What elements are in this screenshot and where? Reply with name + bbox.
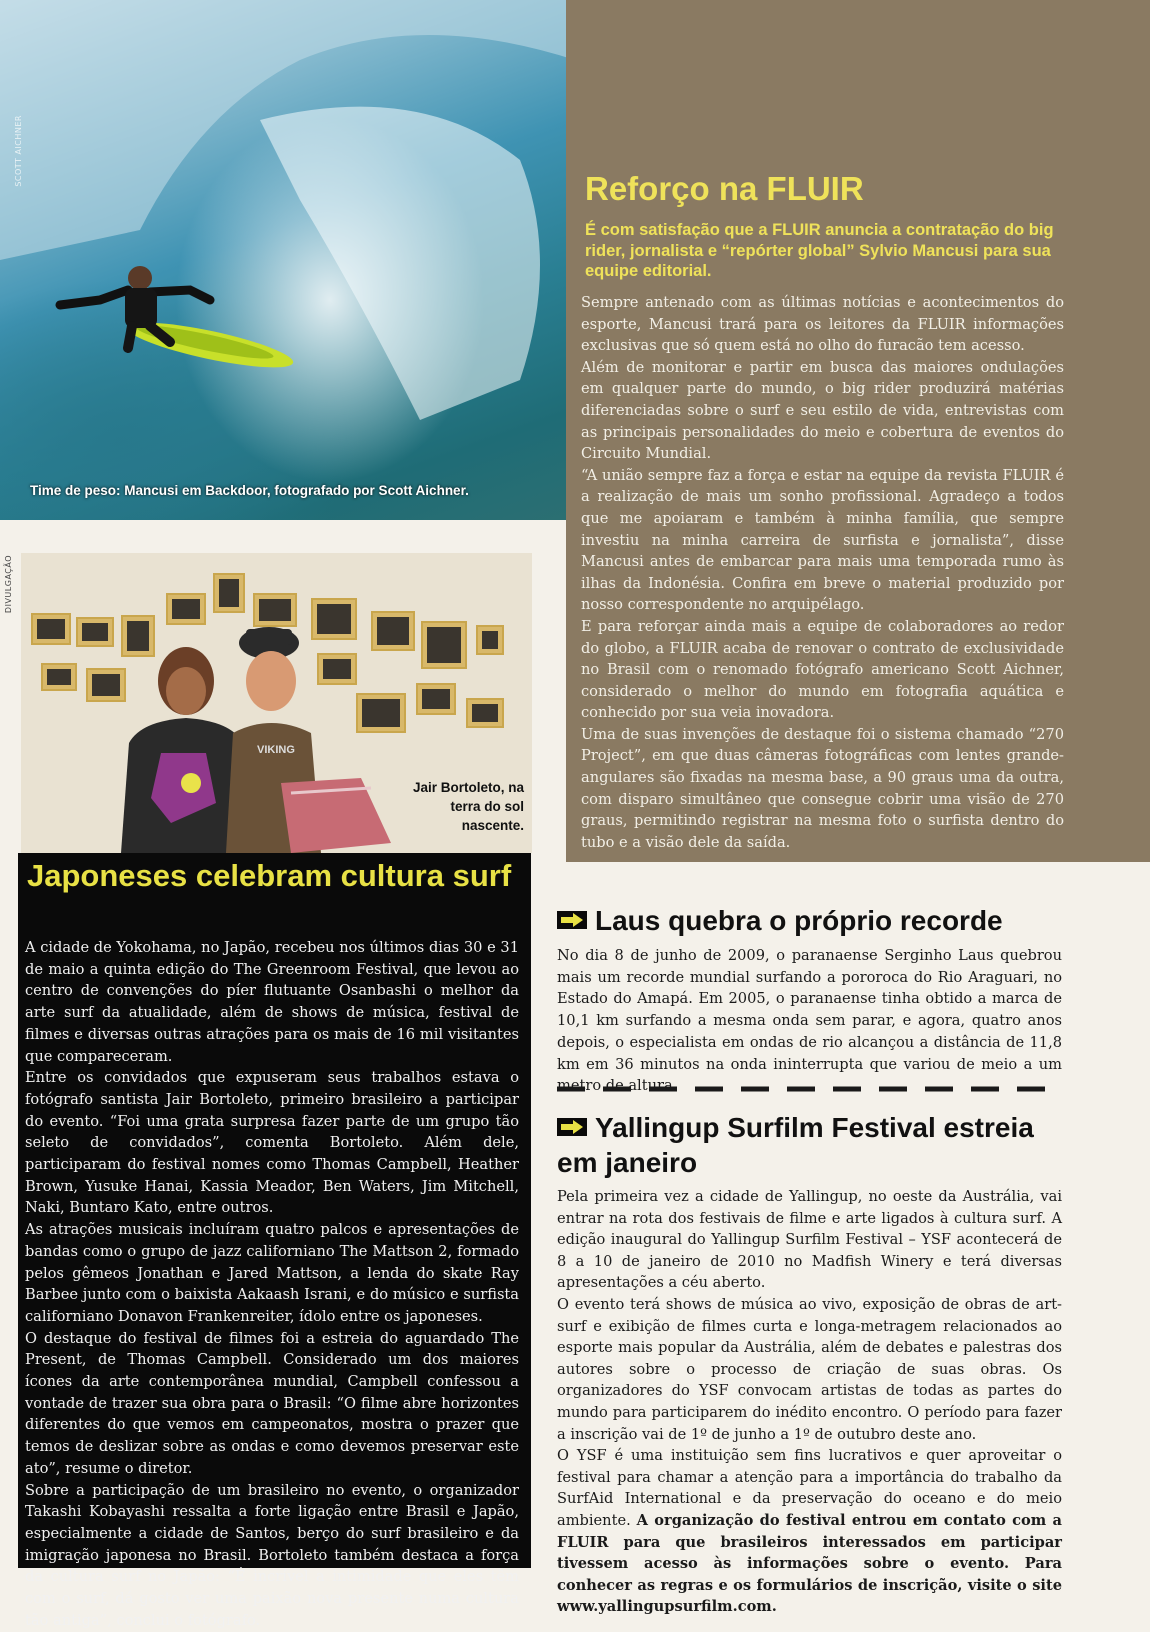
paragraph: Entre os convidados que expuseram seus trabalhos estava o fotógrafo santista Jair Bortoleto, primeiro brasileiro a participar do evento. “Foi uma grata surpresa fazer parte de um grupo tão seleto de convidados”, comenta Bortoleto. Além dele, participaram do festival nomes como Thomas Campbell, Heather Brown, Yusuke Hanai, Kassia Meador, Ben Waters, Jim Mitchell, Naki, Buntaro Kato, entre outros. [25, 1069, 519, 1217]
japan-article-title: Japoneses celebram cultura surf [27, 858, 512, 893]
fluir-article-lead: É com satisfação que a FLUIR anuncia a contratação do big rider, jornalista e “repórter global” Sylvio Mancusi para sua equipe editorial. [585, 221, 1054, 280]
yallingup-article-body [557, 1186, 1062, 1618]
arrow-right-icon [557, 1118, 587, 1136]
laus-article-title [557, 905, 1003, 937]
paragraph: Além de monitorar e partir em busca das maiores ondulações em qualquer parte do mundo, o big rider produzirá matérias diferenciadas sobre o surf e seu estilo de vida, entrevistas com as principais personalidades do meio e cobertura de eventos do Circuito Mundial. [581, 358, 1064, 463]
paragraph: E para reforçar ainda mais a equipe de colaboradores ao redor do globo, a FLUIR acaba de renovar o contrato de exclusividade no Brasil com o renomado fotógrafo americano Scott Aichner, considerado o melhor do mundo em fotografia aquática e conhecido por sua veia inovadora. [581, 617, 1064, 722]
paragraph-bold-text: A organização do festival entrou em contato com a FLUIR para que brasileiros interessados em participar tivessem acesso às informações sobre o evento. Para conhecer as regras e os formulários de inscrição, visite o site www.yallingupsurfilm.com. [557, 1511, 1062, 1616]
shirt-text: VIKING [257, 744, 295, 756]
japan-article-body [25, 937, 519, 1632]
photo-credit: DIVULGAÇÃO [4, 555, 13, 614]
paragraph: Uma de suas invenções de destaque foi o sistema chamado “270 Project”, em que duas câmeras fotográficas com lentes grande-angulares são fixadas na mesma base, a 90 graus uma da outra, com disparo simultâneo que consegue cobrir uma visão de 270 graus, permitindo registrar na mesma foto o surfista dentro do tubo e a visão dele da saída. [581, 725, 1064, 851]
arrow-right-icon [557, 911, 587, 929]
yallingup-article-title-text: Yallingup Surfilm Festival estreia em janeiro [557, 1112, 1034, 1178]
paragraph: Sobre a participação de um brasileiro no evento, o organizador Takashi Kobayashi ressalta a forte ligação entre Brasil e Japão, especialmente a cidade de Santos, berço do surf brasileiro e da imigração japonesa no Brasil. Bortoleto também destaca a força da cultura surf no Japão: “É incrível a intimidade que eles têm com o surf, dá gosto ver uma paixão nova presente numa cultura tão antiga”, conclui o fotógrafo. [25, 1481, 519, 1629]
photo-caption: Jair Bortoleto, na terra do sol nascente. [412, 780, 524, 833]
fluir-article-title: Reforço na FLUIR [585, 170, 864, 207]
paragraph: Pela primeira vez a cidade de Yallingup, no oeste da Austrália, vai entrar na rota dos festivais de filme e arte ligados à cultura surf. A edição inaugural do Yallingup Surfilm Festival – YSF acontecerá de 8 a 10 de janeiro de 2010 no Madfish Winery e terá diversas apresentações a céu aberto. [557, 1188, 1062, 1292]
paragraph: O destaque do festival de filmes foi a estreia do aguardado The Present, de Thomas Campbell. Considerado um dos maiores ícones da arte contemporânea mundial, Campbell confessou a vontade de trazer sua obra para o Brasil: “O filme abre horizontes diferentes do que vemos em campeonatos, mostra o prazer que temos de deslizar sobre as ondas e como devemos preservar este ato”, resume o diretor. [25, 1329, 519, 1477]
paragraph [557, 1445, 1062, 1618]
paragraph: As atrações musicais incluíram quatro palcos e apresentações de bandas como o grupo de jazz californiano The Mattson 2, formado pelos gêmeos Jonathan e Jared Mattson, a lenda do skate Ray Barbee junto com o baixista Aakaash Israni, e do músico e surfista californiano Donavon Frankenreiter, ídolo entre os japoneses. [25, 1221, 519, 1325]
paragraph: “A união sempre faz a força e estar na equipe da revista FLUIR é a realização de mais um sonho profissional. Agradeço a todos que me apoiaram e também à minha família, que sempre investiu na minha carreira de surfista e jornalista”, disse Mancusi antes de embarcar para mais uma temporada rumo às ilhas da Indonésia. Confira em breve o material produzido por nosso correspondente no arquipélago. [581, 466, 1064, 614]
photo-credit: SCOTT AICHNER [14, 115, 23, 187]
fluir-article-body [581, 292, 1064, 853]
laus-article-body: No dia 8 de junho de 2009, o paranaense Serginho Laus quebrou mais um recorde mundial surfando a pororoca do Rio Araguari, no Estado do Amapá. Em 2005, o paranaense tinha obtido a marca de 10,1 km surfando a mesma onda sem parar, e agora, quatro anos depois, o especialista em ondas de rio alcançou a distância de 11,8 km em 36 minutos na onda ininterrupta que variou de meio a um metro de altura. [557, 947, 1062, 1095]
surf-illustration [0, 0, 575, 520]
dashed-divider [557, 1085, 1062, 1093]
paragraph: A cidade de Yokohama, no Japão, recebeu nos últimos dias 30 e 31 de maio a quinta edição do The Greenroom Festival, que levou ao centro de convenções do píer flutuante Osanbashi o melhor da arte surf da atualidade, além de shows de música, festival de filmes e diversas outras atrações para os mais de 16 mil visitantes que compareceram. [25, 939, 519, 1065]
yallingup-article-title [557, 1110, 1062, 1180]
paragraph: Sempre antenado com as últimas notícias e acontecimentos do esporte, Mancusi trará para os leitores da FLUIR informações exclusivas que só quem está no olho do furacão tem acesso. [581, 294, 1064, 355]
laus-article-title-text: Laus quebra o próprio recorde [595, 905, 1003, 936]
paragraph: O evento terá shows de música ao vivo, exposição de obras de art-surf e exibição de filmes curta e longa-metragem relacionados ao esporte mais popular da Austrália, além de debates e palestras dos autores sobre o processo de criação de suas obras. Os organizadores do YSF convocam artistas de todas as partes do mundo para participarem do inédito encontro. O período para fazer a inscrição vai de 1º de junho a 1º de outubro deste ano. [557, 1295, 1062, 1443]
paragraph-text: O YSF é uma instituição sem fins lucrativos e quer aproveitar o festival para chamar a atenção para a importância do trabalho da SurfAid International e da preservação do oceano e do meio ambiente. [557, 1447, 1062, 1529]
surf-photo [0, 0, 575, 520]
photo-caption: Time de peso: Mancusi em Backdoor, fotografado por Scott Aichner. [30, 483, 469, 498]
